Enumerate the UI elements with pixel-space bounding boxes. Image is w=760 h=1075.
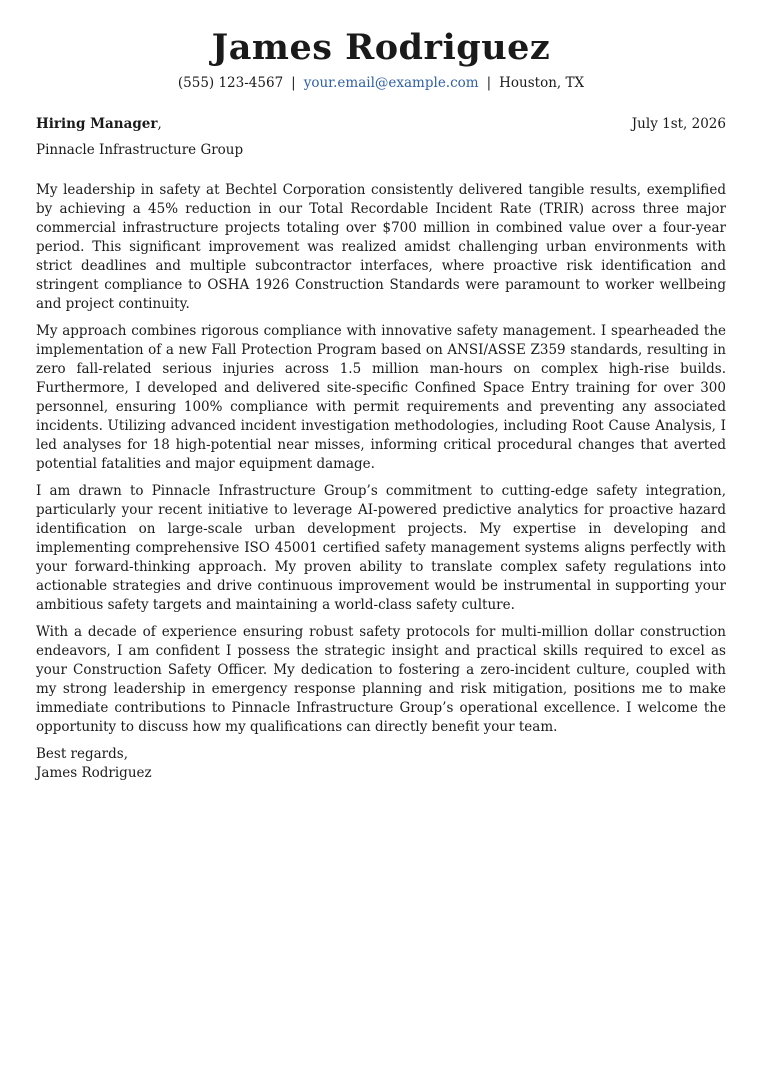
recipient-line: [36, 115, 162, 133]
phone-number: (555) 123-4567: [177, 75, 284, 91]
letter-body: [36, 181, 726, 737]
recipient-date-row: [36, 115, 726, 133]
contact-separator: |: [486, 75, 492, 91]
closing-salutation: Best regards,: [36, 746, 129, 762]
location: Houston, TX: [499, 75, 585, 91]
body-paragraph: My leadership in safety at Bechtel Corporation consistently delivered tangible results, exemplified by achieving a 45% reduction in our Total Recordable Incident Rate (TRIR) across three major commercial infrastructure projects totaling over $700 million in combined value over a four-year period. This significant improvement was realized amidst challenging urban environments with strict deadlines and multiple subcontractor interfaces, where proactive risk identification and stringent compliance to OSHA 1926 Construction Standards were paramount to worker wellbeing and project continuity.: [36, 182, 726, 312]
closing-signature: James Rodriguez: [36, 765, 152, 781]
email-link[interactable]: your.email@example.com: [303, 75, 479, 91]
body-paragraph: My approach combines rigorous compliance with innovative safety management. I spearheaded the implementation of a new Fall Protection Program based on ANSI/ASSE Z359 standards, resulting in zero fall-related serious injuries across 1.5 million man-hours on complex high-rise builds. Furthermore, I developed and delivered site-specific Confined Space Entry training for over 300 personnel, ensuring 100% compliance with permit requirements and preventing any associated incidents. Utilizing advanced incident investigation methodologies, including Root Cause Analysis, I led analyses for 18 high-potential near misses, informing critical procedural changes that averted potential fatalities and major equipment damage.: [36, 323, 726, 472]
letter-closing: [36, 745, 726, 783]
letter-header: [36, 28, 726, 92]
body-paragraph: I am drawn to Pinnacle Infrastructure Group’s commitment to cutting-edge safety integration, particularly your recent initiative to leverage AI-powered predictive analytics for proactive hazard identification on large-scale urban development projects. My expertise in developing and implementing comprehensive ISO 45001 certified safety management systems aligns perfectly with your forward-thinking approach. My proven ability to translate complex safety regulations into actionable strategies and drive continuous improvement would be instrumental in supporting your ambitious safety targets and maintaining a world-class safety culture.: [36, 483, 726, 613]
sender-name: James Rodriguez: [211, 27, 551, 68]
recipient-company: Pinnacle Infrastructure Group: [36, 142, 244, 158]
recipient-name: Hiring Manager: [36, 116, 158, 132]
contact-separator: |: [291, 75, 296, 91]
cover-letter-page: [36, 28, 726, 783]
contact-line: [36, 74, 726, 92]
body-paragraph: With a decade of experience ensuring robust safety protocols for multi-million dollar construction endeavors, I am confident I possess the strategic insight and practical skills required to excel as your Construction Safety Officer. My dedication to fostering a zero-incident culture, coupled with my strong leadership in emergency response planning and risk mitigation, positions me to make immediate contributions to Pinnacle Infrastructure Group’s operational excellence. I welcome the opportunity to discuss how my qualifications can directly benefit your team.: [36, 624, 726, 735]
recipient-name-comma: ,: [157, 116, 162, 132]
letter-date: July 1st, 2026: [631, 116, 726, 132]
